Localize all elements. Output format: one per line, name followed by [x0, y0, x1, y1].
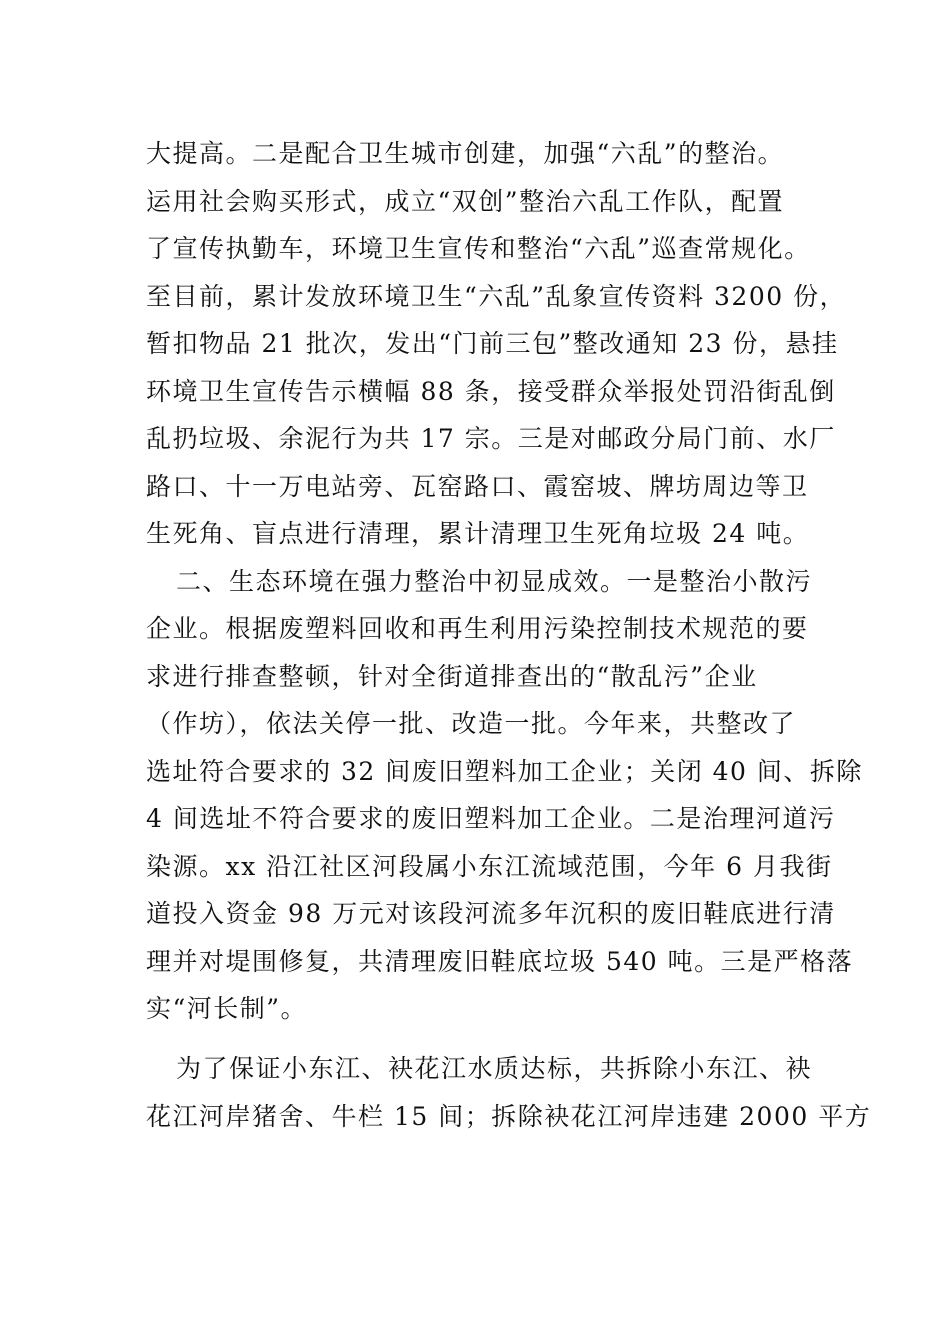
text-line-1: 大提高。二是配合卫生城市创建，加强“六乱”的整治。 [146, 139, 785, 168]
text-line-5: 暂扣物品 21 批次，发出“门前三包”整改通知 23 份，悬挂 [146, 329, 839, 358]
text-line-21: 花江河岸猪舍、牛栏 15 间；拆除袂花江河岸违建 2000 平方 [146, 1102, 872, 1131]
text-line-18: 理并对堤围修复，共清理废旧鞋底垃圾 540 吨。三是严格落 [146, 947, 854, 976]
text-line-7: 乱扔垃圾、余泥行为共 17 宗。三是对邮政分局门前、水厂 [146, 424, 836, 453]
paragraph-heading-line: 二、生态环境在强力整治中初显成效。一是整治小散污 [176, 567, 813, 596]
text-line-13: （作坊），依法关停一批、改造一批。今年来，共整改了 [146, 709, 797, 738]
text-line-16: 染源。xx 沿江社区河段属小东江流域范围，今年 6 月我街 [146, 852, 833, 881]
text-line-3: 了宣传执勤车，环境卫生宣传和整治“六乱”巡查常规化。 [146, 234, 811, 263]
text-line-11: 企业。根据废塑料回收和再生利用污染控制技术规范的要 [146, 614, 809, 643]
text-line-4: 至目前，累计发放环境卫生“六乱”乱象宣传资料 3200 份， [146, 282, 847, 311]
text-line-20: 为了保证小东江、袂花江水质达标，共拆除小东江、袂 [176, 1054, 813, 1083]
text-line-14: 选址符合要求的 32 间废旧塑料加工企业；关闭 40 间、拆除 [146, 757, 863, 786]
text-line-9: 生死角、盲点进行清理，累计清理卫生死角垃圾 24 吨。 [146, 519, 810, 548]
text-line-12: 求进行排查整顿，针对全街道排查出的“散乱污”企业 [146, 662, 758, 691]
text-line-17: 道投入资金 98 万元对该段河流多年沉积的废旧鞋底进行清 [146, 899, 836, 928]
text-line-2: 运用社会购买形式，成立“双创”整治六乱工作队，配置 [146, 187, 785, 216]
text-line-8: 路口、十一万电站旁、瓦窑路口、霞窑坡、牌坊周边等卫 [146, 472, 809, 501]
text-line-15: 4 间选址不符合要求的废旧塑料加工企业。二是治理河道污 [146, 804, 836, 833]
text-line-6: 环境卫生宣传告示横幅 88 条，接受群众举报处罚沿街乱倒 [146, 377, 836, 406]
text-line-19: 实“河长制”。 [146, 994, 308, 1023]
